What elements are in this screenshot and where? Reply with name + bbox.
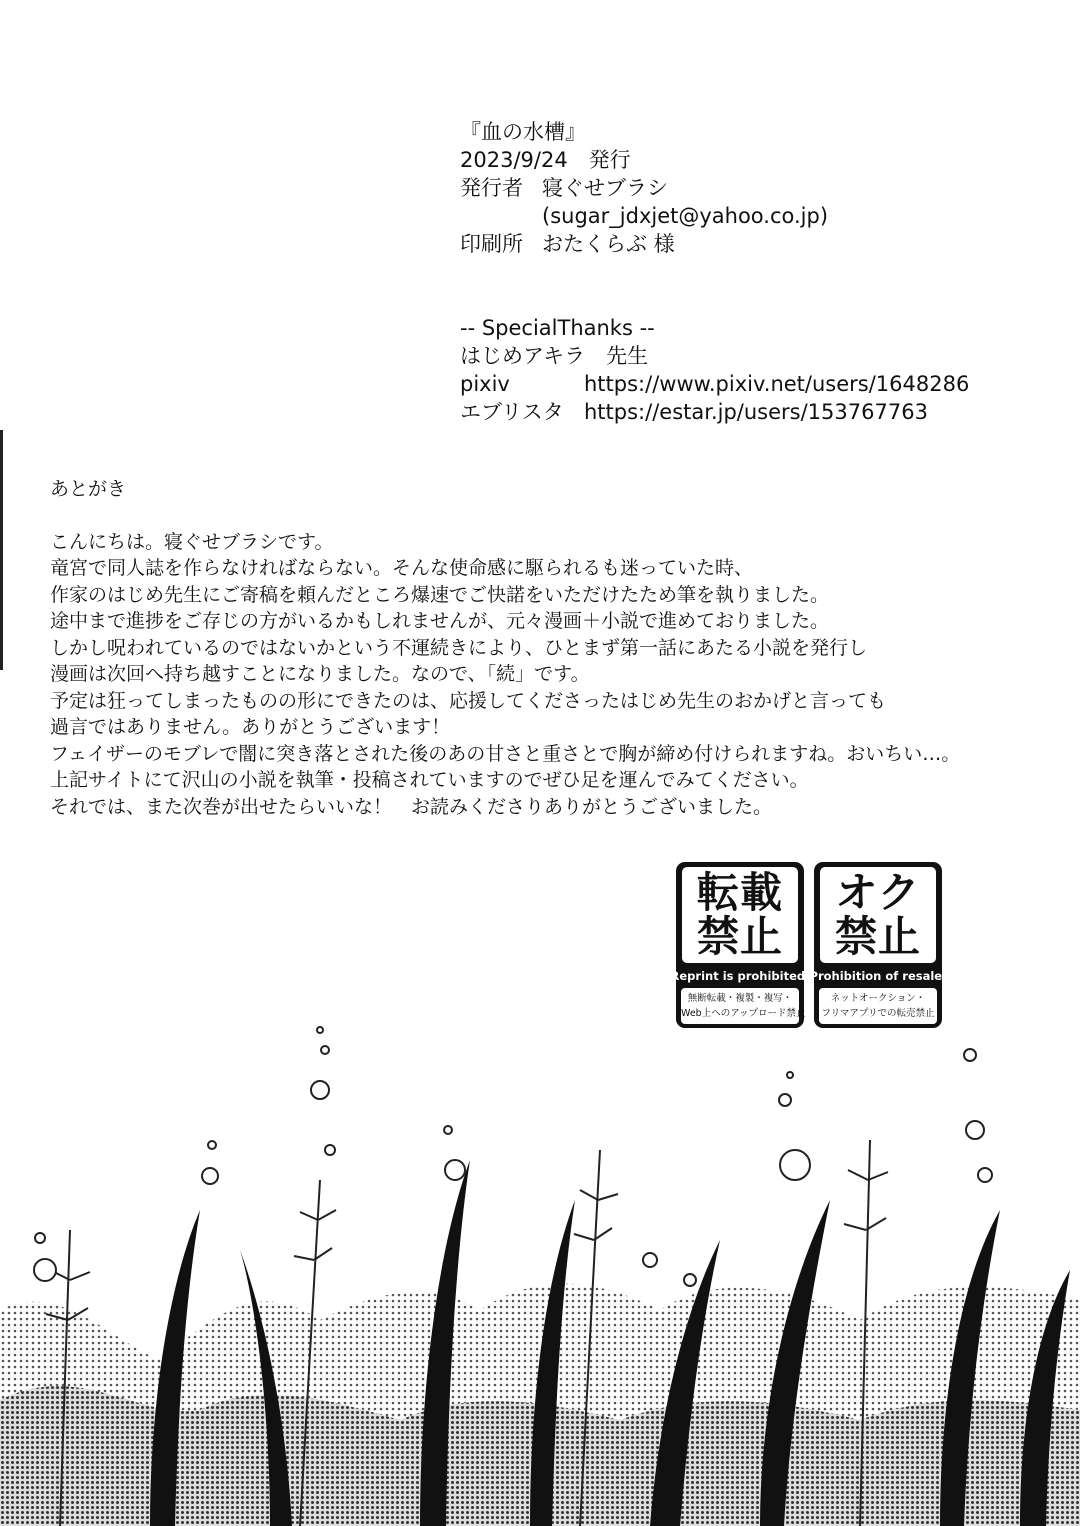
afterword-line: 竜宮で同人誌を作らなければならない。そんな使命感に駆られるも迷っていた時、	[50, 557, 754, 579]
colophon-printer-row	[460, 230, 1020, 258]
badge-line: オク	[835, 868, 921, 917]
thanks-heading: -- SpecialThanks --	[460, 316, 655, 340]
estar-label: エブリスタ	[460, 400, 564, 424]
colophon	[460, 118, 1020, 258]
afterword-line: フェイザーのモブレで闇に突き落とされた後のあの甘さと重さとで胸が締め付けられますね。おいちい…。	[50, 742, 961, 765]
badge-line: 転載	[696, 868, 783, 917]
estar-url: https://estar.jp/users/153767763	[584, 400, 928, 424]
badge-line: 禁止	[834, 912, 921, 961]
colophon-publisher-row	[460, 174, 1020, 202]
thanks-person: はじめアキラ 先生	[460, 344, 649, 368]
afterword-line: しかし呪われているのではないかという不運続きにより、ひとまず第一話にあたる小説を発行し	[50, 636, 868, 659]
badge-big-text	[820, 867, 936, 963]
printer-name: おたくらぶ 様	[542, 232, 675, 256]
left-edge-mark	[0, 430, 3, 670]
afterword	[50, 476, 1050, 820]
badge-big-text	[682, 867, 798, 963]
badge-english: Reprint is prohibited.	[670, 969, 810, 983]
colophon-title: 『血の水槽』	[460, 120, 586, 144]
afterword-line: 上記サイトにて沢山の小説を執筆・投稿されていますのでぜひ足を運んでみてください。	[50, 769, 809, 791]
afterword-line: 予定は狂ってしまったものの形にできたのは、応援してくださったはじめ先生のおかげと言っても	[50, 689, 887, 712]
afterword-line: それでは、また次巻が出せたらいいな！ お読みくださりありがとうございました。	[50, 795, 773, 818]
publisher-label: 発行者	[460, 176, 523, 200]
thanks-pixiv-row	[460, 370, 1020, 398]
afterword-title: あとがき	[50, 478, 127, 500]
afterword-line: 漫画は次回へ持ち越すことになりました。なので、「続」です。	[50, 663, 590, 685]
printer-label: 印刷所	[460, 232, 523, 256]
badge-jp-line: Web上へのアップロード禁止	[681, 1008, 806, 1019]
badge-jp-line: 無断転載・複製・複写・	[687, 993, 793, 1004]
afterword-line: 途中まで進捗をご存じの方がいるかもしれませんが、元々漫画＋小説で進めておりました。	[50, 610, 830, 632]
badge-jp-line: フリマアプリでの転売禁止	[821, 1008, 935, 1019]
bubbles-illustration	[34, 1027, 992, 1286]
colophon-date: 2023/9/24 発行	[460, 148, 631, 172]
afterword-line: こんにちは。寝ぐせブラシです。	[50, 530, 334, 553]
afterword-line: 作家のはじめ先生にご寄稿を頼んだところ爆速でご快諾をいただけたため筆を執りました。	[50, 583, 830, 606]
aquarium-plants-illustration	[0, 980, 1080, 1526]
pixiv-label: pixiv	[460, 372, 510, 396]
badge-jp-line: ネットオークション・	[830, 993, 926, 1004]
pixiv-url: https://www.pixiv.net/users/1648286	[584, 372, 970, 396]
afterword-line: 過言ではありません。ありがとうございます！	[50, 716, 451, 738]
publisher-email: (sugar_jdxjet@yahoo.co.jp)	[542, 204, 829, 228]
badge-line: 禁止	[696, 912, 783, 961]
special-thanks	[460, 314, 1020, 426]
badge-english: Prohibition of resale.	[809, 969, 947, 983]
publisher-name: 寝ぐせブラシ	[542, 176, 668, 200]
thanks-estar-row	[460, 398, 1020, 426]
